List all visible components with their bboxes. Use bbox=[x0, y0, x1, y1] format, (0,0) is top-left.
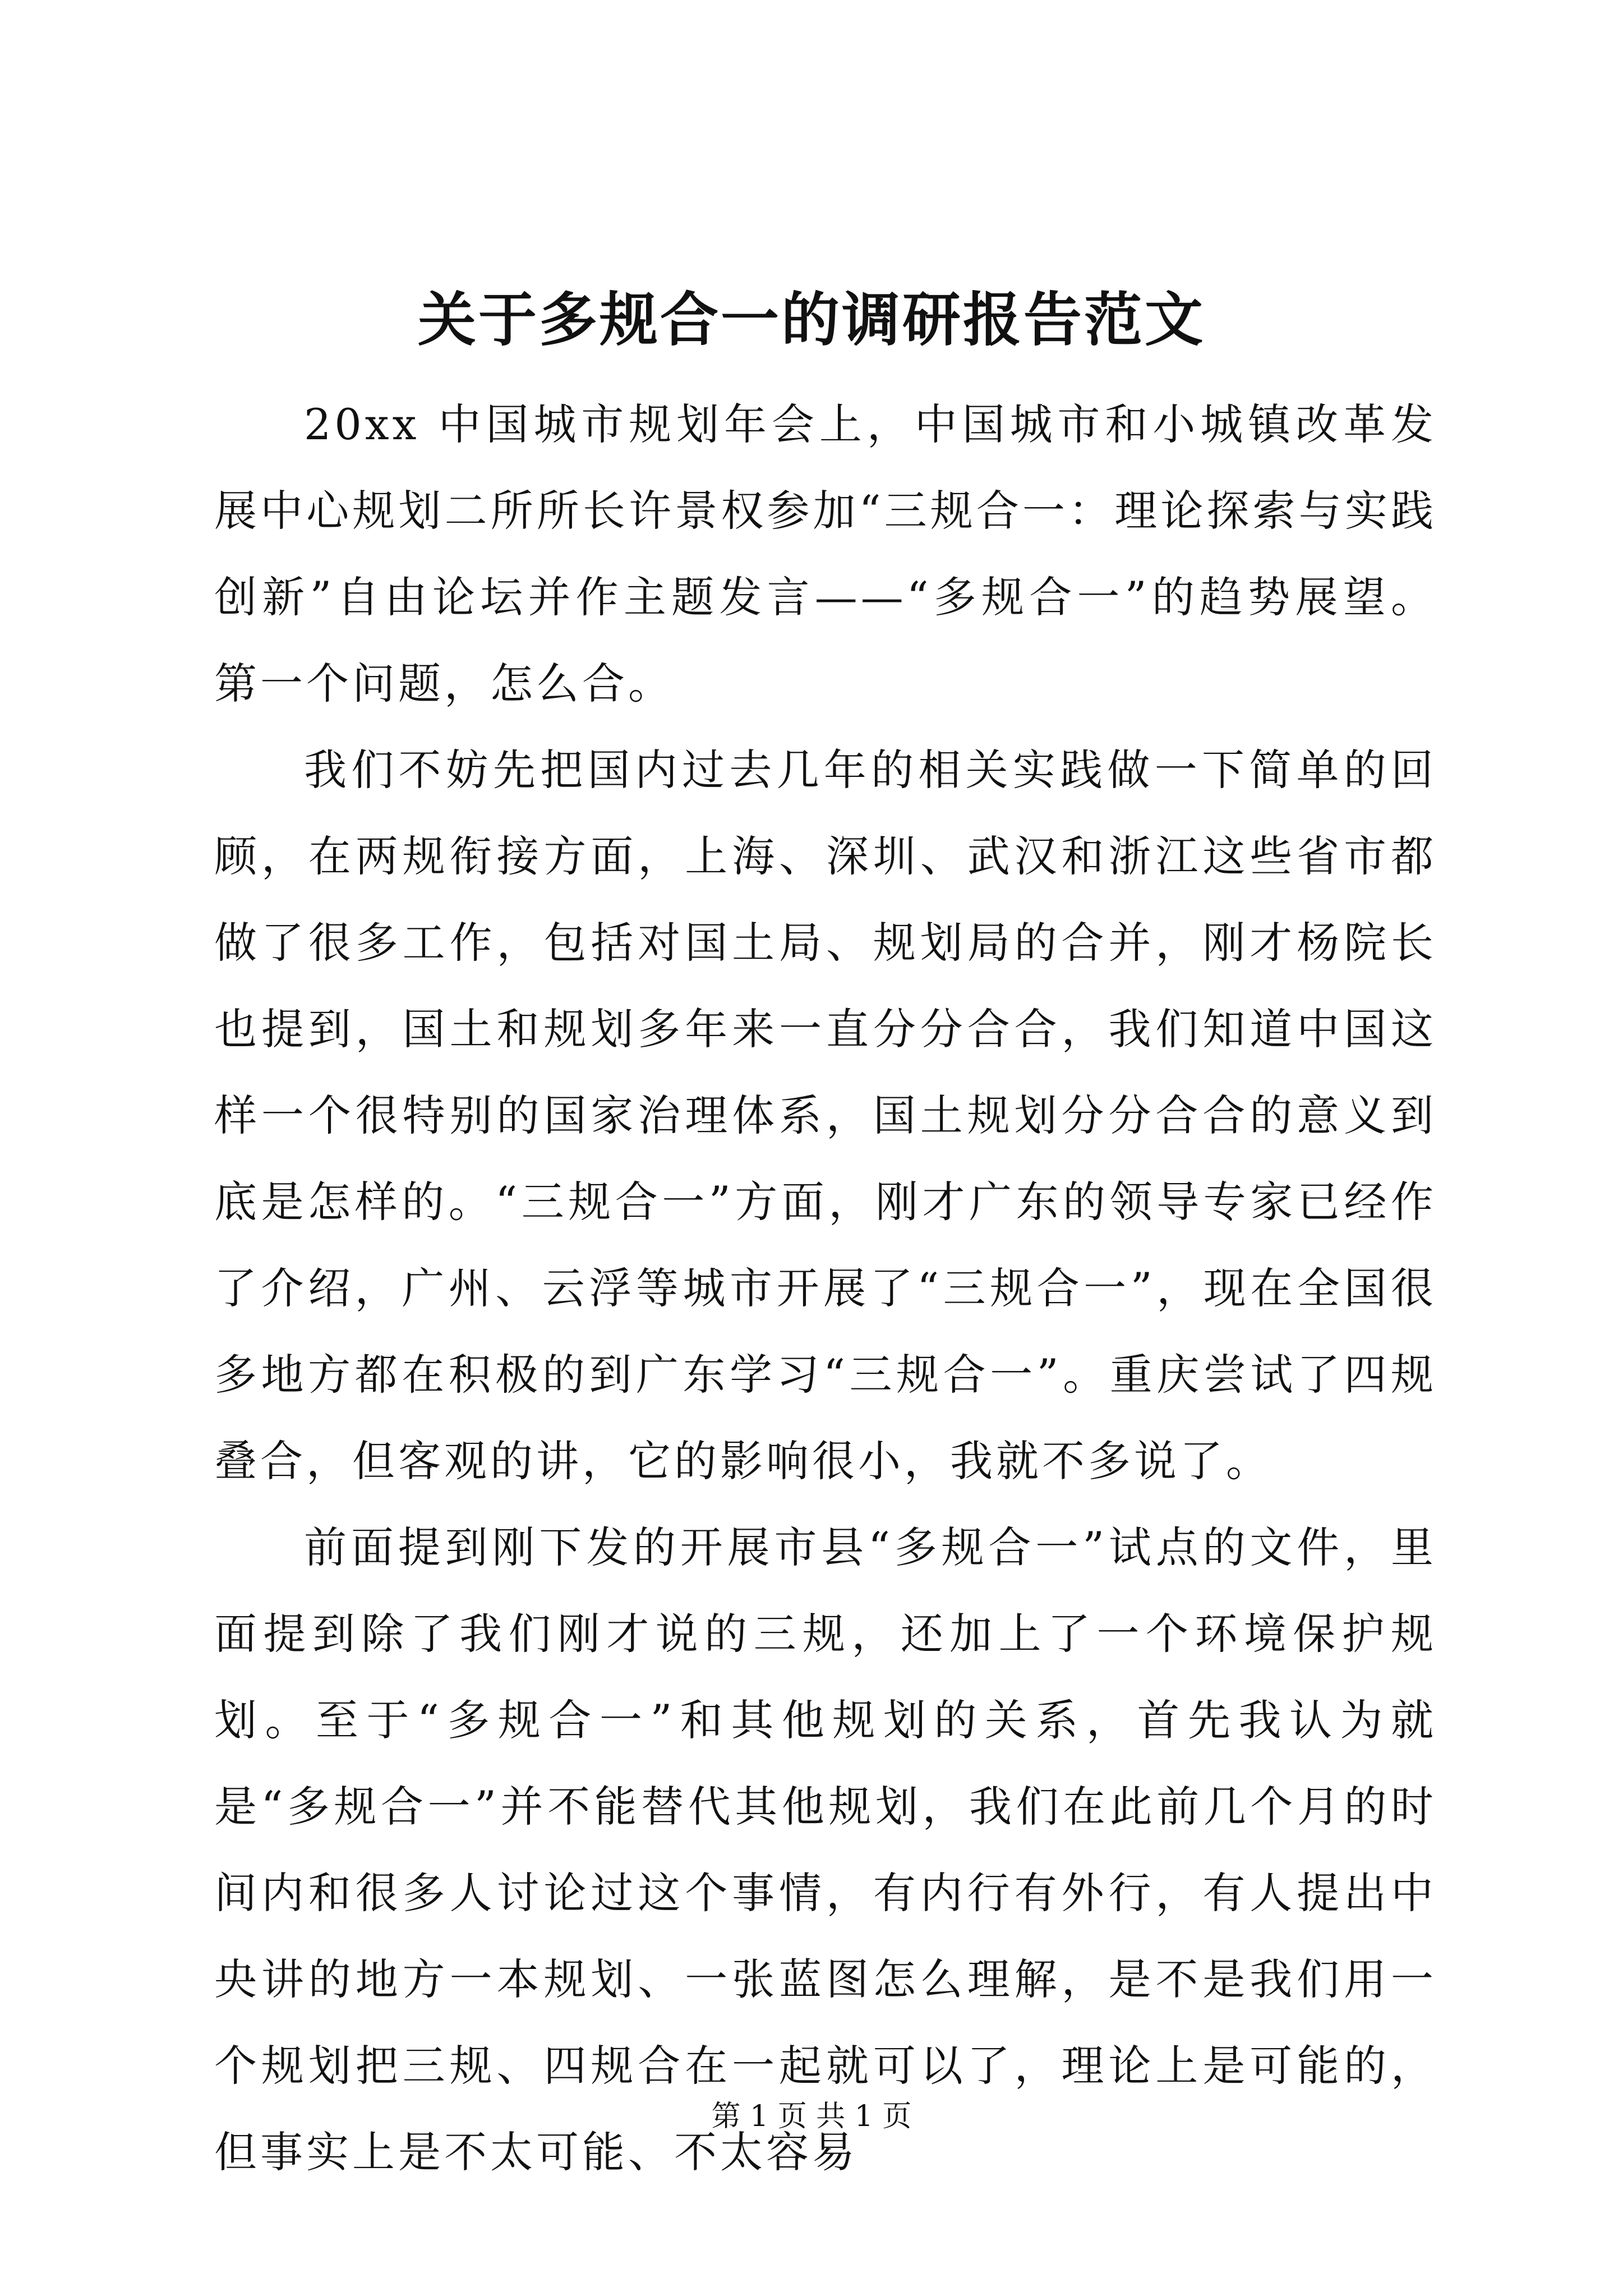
document-body bbox=[214, 381, 1437, 2196]
paragraph-2: 我们不妨先把国内过去几年的相关实践做一下简单的回顾，在两规衔接方面，上海、深圳、武汉和浙江这些省市都做了很多工作，包括对国土局、规划局的合并，刚才杨院长也提到，国土和规划多年来一直分分合合，我们知道中国这样一个很特别的国家治理体系，国土规划分分合合的意义到底是怎样的。“三规合一”方面，刚才广东的领导专家已经作了介绍，广州、云浮等城市开展了“三规合一”，现在全国很多地方都在积极的到广东学习“三规合一”。重庆尝试了四规叠合，但客观的讲，它的影响很小，我就不多说了。 bbox=[214, 745, 1437, 1486]
document-title: 关于多规合一的调研报告范文 bbox=[417, 285, 1205, 354]
page-number-footer: 第 1 页 共 1 页 bbox=[711, 2100, 912, 2133]
paragraph-1: 20xx 中国城市规划年会上，中国城市和小城镇改革发展中心规划二所所长许景权参加“三规合一：理论探索与实践创新”自由论坛并作主题发言——“多规合一”的趋势展望。第一个问题，怎么合。 bbox=[214, 399, 1437, 708]
paragraph-3: 前面提到刚下发的开展市县“多规合一”试点的文件，里面提到除了我们刚才说的三规，还加上了一个环境保护规划。至于“多规合一”和其他规划的关系，首先我认为就是“多规合一”并不能替代其他规划，我们在此前几个月的时间内和很多人讨论过这个事情，有内行有外行，有人提出中央讲的地方一本规划、一张蓝图怎么理解，是不是我们用一个规划把三规、四规合在一起就可以了，理论上是可能的，但事实上是不太可能、不太容易 bbox=[214, 1522, 1437, 2177]
